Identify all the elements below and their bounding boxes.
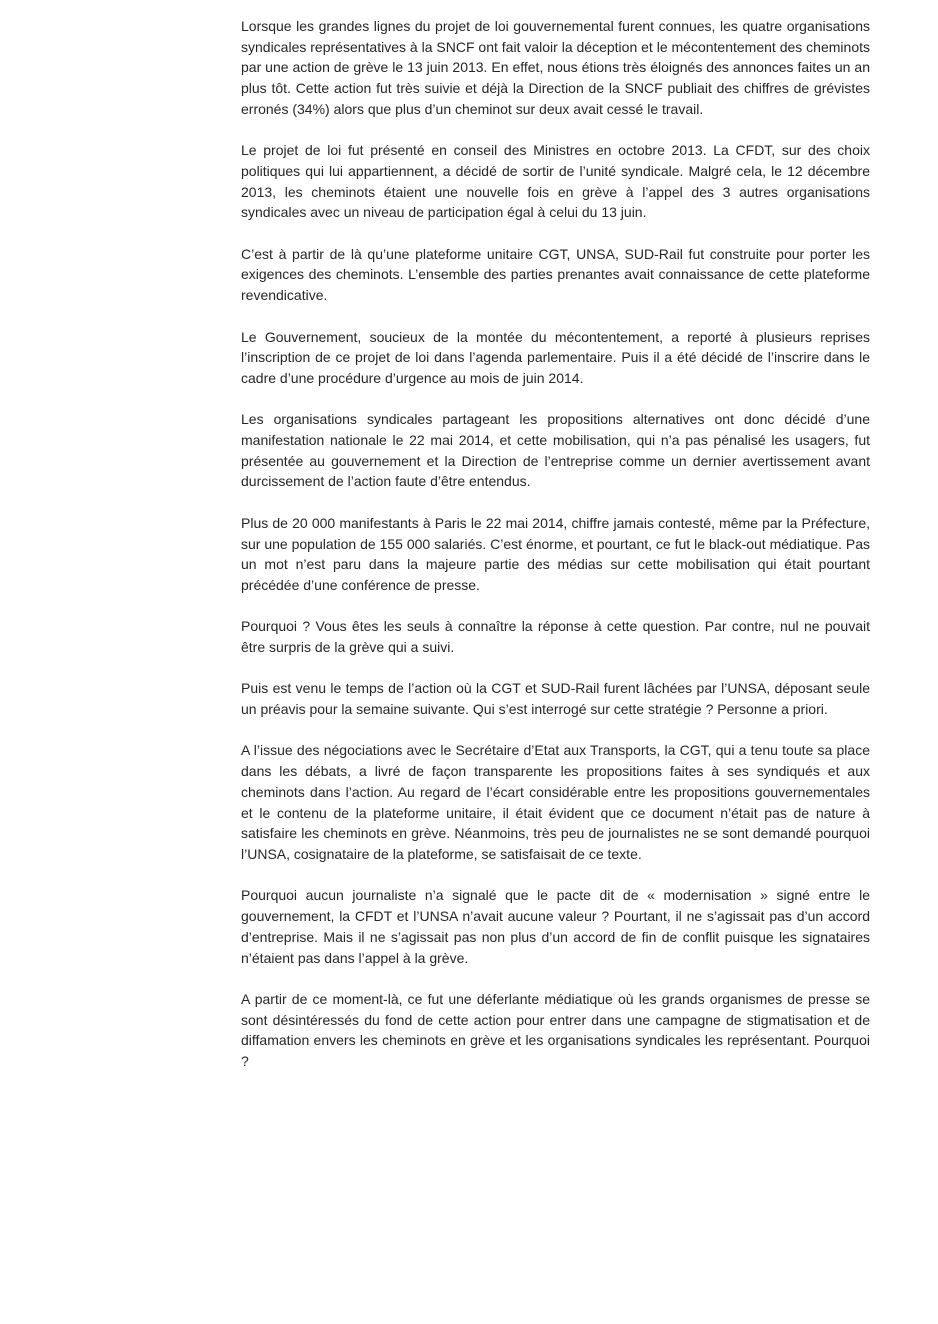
paragraph-6: Plus de 20 000 manifestants à Paris le 22 mai 2014, chiffre jamais contesté, même par la Préfecture, sur une population de 155 000 salariés. C’est énorme, et pourtant, ce fut le black-out médiatique. Pas un mot n’est paru dans la majeure partie des médias sur cette mobilisation qui était pourtant précédée d’une conférence de presse. [241, 514, 870, 593]
paragraph-4: Le Gouvernement, soucieux de la montée du mécontentement, a reporté à plusieurs reprises l’inscription de ce projet de loi dans l’agenda parlementaire. Puis il a été décidé de l’inscrire dans le cadre d’une procédure d’urgence au mois de juin 2014. [241, 328, 870, 386]
paragraph-9: A l’issue des négociations avec le Secrétaire d’Etat aux Transports, la CGT, qui a tenu toute sa place dans les débats, a livré de façon transparente les propositions faites à ses syndiqués et aux cheminots dans l’action. Au regard de l’écart considérable entre les propositions gouvernementales et le contenu de la plateforme unitaire, il était évident que ce document n’était pas de nature à satisfaire les cheminots en grève. Néanmoins, très peu de journalistes ne se sont demandé pourquoi l’UNSA, cosignataire de la plateforme, se satisfaisait de ce texte. [241, 742, 870, 862]
paragraph-2: Le projet de loi fut présenté en conseil des Ministres en octobre 2013. La CFDT, sur des choix politiques qui lui appartiennent, a décidé de sortir de l’unité syndicale. Malgré cela, le 12 décembre 2013, les cheminots étaient une nouvelle fois en grève à l’appel des 3 autres organisations syndicales avec un niveau de participation égal à celui du 13 juin. [241, 142, 870, 221]
paragraph-7: Pourquoi ? Vous êtes les seuls à connaître la réponse à cette question. Par contre, nul ne pouvait être surpris de la grève qui a suivi. [241, 618, 870, 655]
paragraph-3: C’est à partir de là qu’une plateforme unitaire CGT, UNSA, SUD-Rail fut construite pour porter les exigences des cheminots. L’ensemble des parties prenantes avait connaissance de cette plateforme revendicative. [241, 245, 870, 304]
body-text [241, 16, 870, 1092]
paragraph-1: Lorsque les grandes lignes du projet de loi gouvernemental furent connues, les quatre organisations syndicales représentatives à la SNCF ont fait valoir la déception et le mécontentement des cheminots par une action de grève le 13 juin 2013. En effet, nous étions très éloignés des annonces faites un an plus tôt. Cette action fut très suivie et déjà la Direction de la SNCF publiait des chiffres de grévistes erronés (34%) alors que plus d’un cheminot sur deux avait cessé le travail. [241, 18, 870, 117]
paragraph-11: A partir de ce moment-là, ce fut une déferlante médiatique où les grands organismes de presse se sont désintéressés du fond de cette action pour entrer dans une campagne de stigmatisation et de diffamation envers les cheminots en grève et les organisations syndicales les représentant. Pourquoi ? [241, 990, 870, 1069]
paragraph-10: Pourquoi aucun journaliste n’a signalé que le pacte dit de « modernisation » signé entre le gouvernement, la CFDT et l’UNSA n’avait aucune valeur ? Pourtant, il ne s’agissait pas d’un accord d’entreprise. Mais il ne s’agissait pas non plus d’un accord de fin de conflit puisque les signataires n’étaient pas dans l’appel à la grève. [241, 887, 870, 966]
paragraph-5: Les organisations syndicales partageant les propositions alternatives ont donc décidé d’une manifestation nationale le 22 mai 2014, et cette mobilisation, qui n’a pas pénalisé les usagers, fut présentée au gouvernement et la Direction de l’entreprise comme un dernier avertissement avant durcissement de l’action faute d’être entendus. [241, 411, 870, 490]
paragraph-8: Puis est venu le temps de l’action où la CGT et SUD-Rail furent lâchées par l’UNSA, déposant seule un préavis pour la semaine suivante. Qui s’est interrogé sur cette stratégie ? Personne a priori. [241, 680, 870, 718]
